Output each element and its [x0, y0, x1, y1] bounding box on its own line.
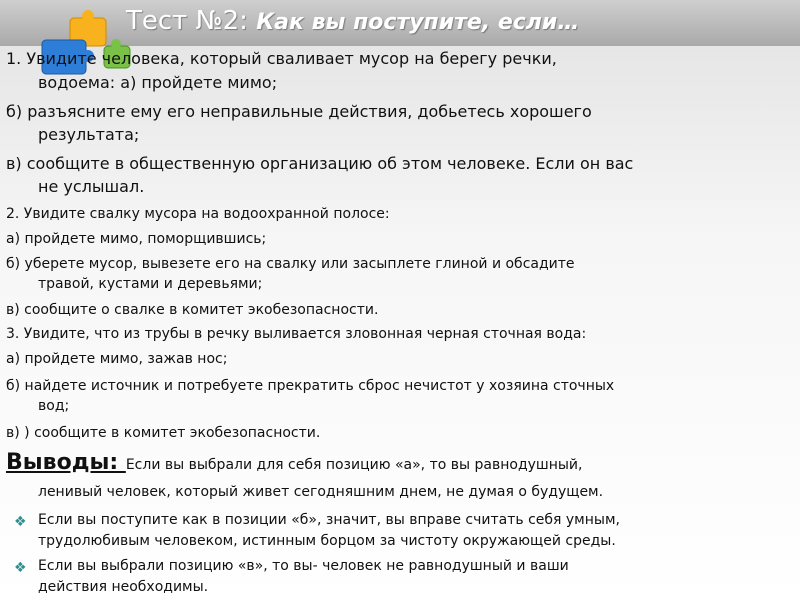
q1-option-c-line2: не услышал. — [38, 177, 145, 196]
q1-option-b-line1: б) разъясните ему его неправильные действия, добьетесь хорошего — [6, 102, 592, 121]
conclusion-a-line2: ленивый человек, который живет сегодняшним днем, не думая о будущем. — [38, 484, 604, 500]
conclusion-c-line1: Если вы выбрали позицию «в», то вы- человек не равнодушный и ваши — [38, 558, 569, 574]
conclusion-c-line2: действия необходимы. — [38, 579, 209, 595]
conclusion-b — [6, 510, 796, 552]
q3-option-b-line2: вод; — [38, 398, 70, 414]
title-main: Тест №2: — [126, 6, 257, 36]
page-title — [126, 6, 579, 36]
q3-question: 3. Увидите, что из трубы в речку выливается зловонная черная сточная вода: — [6, 326, 587, 342]
q2-option-b-line2: травой, кустами и деревьями; — [38, 276, 263, 292]
q3-option-c: в) ) сообщите в комитет экобезопасности. — [6, 425, 321, 441]
diamond-bullet-icon: ❖ — [14, 514, 27, 530]
q2-option-c: в) сообщите о свалке в комитет экобезопасности. — [6, 302, 379, 318]
title-subtitle: Как вы поступите, если… — [256, 10, 580, 35]
q2-option-b-line1: б) уберете мусор, вывезете его на свалку или засыплете глиной и обсадите — [6, 256, 575, 272]
conclusion-b-line2: трудолюбивым человеком, истинным борцом за чистоту окружающей среды. — [38, 533, 616, 549]
q2-option-a: а) пройдете мимо, поморщившись; — [6, 231, 267, 247]
q2-question: 2. Увидите свалку мусора на водоохранной полосе: — [6, 206, 390, 222]
q1-option-c-line1: в) сообщите в общественную организацию об этом человеке. Если он вас — [6, 154, 634, 173]
q1-line1: 1. Увидите человека, который сваливает мусор на берегу речки, — [6, 49, 557, 68]
q1-line2: водоема: а) пройдете мимо; — [38, 73, 278, 92]
conclusions-heading: Выводы: — [6, 450, 126, 475]
q3-option-a: а) пройдете мимо, зажав нос; — [6, 351, 228, 367]
conclusion-b-line1: Если вы поступите как в позиции «б», значит, вы вправе считать себя умным, — [38, 512, 620, 528]
q1-option-b-line2: результата; — [38, 125, 140, 144]
diamond-bullet-icon: ❖ — [14, 560, 27, 576]
conclusion-a-line1: Если вы выбрали для себя позицию «а», то вы равнодушный, — [125, 457, 583, 473]
conclusions-block — [6, 452, 796, 476]
conclusion-c — [6, 556, 796, 598]
q3-option-b-line1: б) найдете источник и потребуете прекратить сброс нечистот у хозяина сточных — [6, 378, 615, 394]
